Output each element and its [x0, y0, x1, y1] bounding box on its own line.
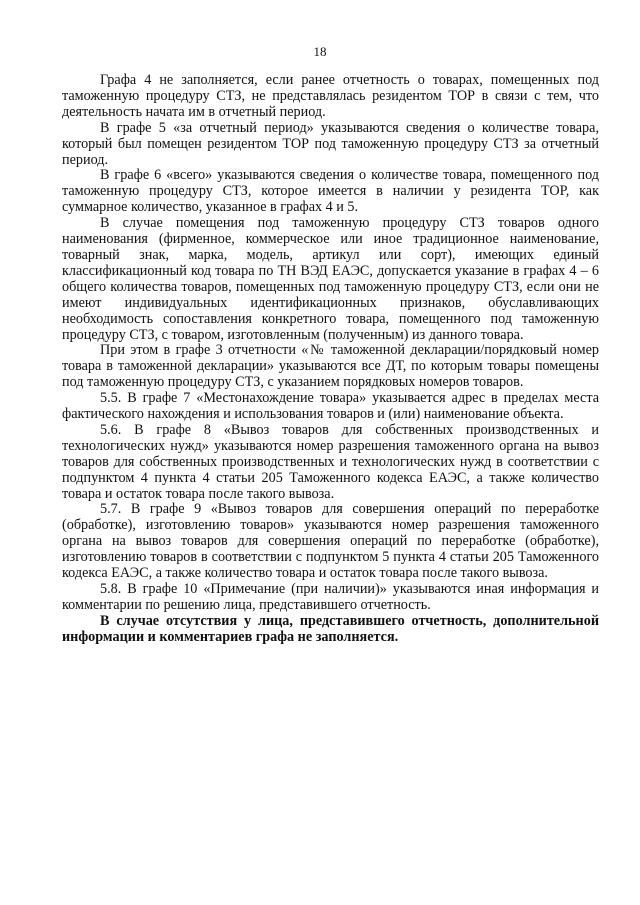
- paragraph-7: 5.6. В графе 8 «Вывоз товаров для собственных производственных и технологических нужд» указываются номер разрешения таможенного органа на вывоз товаров для собственных производственных и технологических нужд в соответствии с подпунктом 4 пункта 4 статьи 205 Таможенного кодекса ЕАЭС, а также количество товара и остаток товара после такого вывоза.: [62, 421, 599, 502]
- paragraph-5: При этом в графе 3 отчетности «№ таможенной декларации/порядковый номер товара в таможенной декларации» указываются все ДТ, по которым товары помещены под таможенную процедуру СТЗ, с указанием порядковых номеров товаров.: [62, 342, 599, 391]
- paragraph-2: В графе 5 «за отчетный период» указываются сведения о количестве товара, который был помещен резидентом ТОР под таможенную процедуру СТЗ за отчетный период.: [62, 119, 599, 168]
- paragraph-10: В случае отсутствия у лица, представившего отчетность, дополнительной информации и комментариев графа не заполняется.: [62, 612, 599, 645]
- paragraph-8: 5.7. В графе 9 «Вывоз товаров для совершения операций по переработке (обработке), изготовлению товаров» указываются номер разрешения таможенного органа на вывоз товаров для совершения операций по переработке (обработке), изготовлению товаров в соответствии с подпунктом 5 пункта 4 статьи 205 Таможенного кодекса ЕАЭС, а также количество товара и остаток товара после такого вывоза.: [62, 501, 599, 582]
- paragraph-6: 5.5. В графе 7 «Местонахождение товара» указывается адрес в пределах места фактического нахождения и использования товаров и (или) наименование объекта.: [62, 390, 599, 423]
- paragraph-9: 5.8. В графе 10 «Примечание (при наличии)» указываются иная информация и комментарии по решению лица, представившего отчетность.: [62, 581, 599, 613]
- paragraph-4: В случае помещения под таможенную процедуру СТЗ товаров одного наименования (фирменное, коммерческое или иное традиционное наименование, товарный знак, марка, модель, артикул или сорт), имеющих единый классификационный код товара по ТН ВЭД ЕАЭС, допускается указание в графах 4 – 6 общего количества товаров, помещенных под таможенную процедуру СТЗ, если они не имеют индивидуальных идентификационных признаков, обуславливающих необходимость сопоставления конкретного товара, помещенного под таможенную процедуру СТЗ, с товаром, изготовленным (полученным) из данного товара.: [62, 215, 599, 343]
- document-body: [62, 73, 599, 646]
- paragraph-1: Графа 4 не заполняется, если ранее отчетность о товарах, помещенных под таможенную процедуру СТЗ, не представлялась резидентом ТОР в связи с тем, что деятельность начата им в отчетный период.: [62, 72, 599, 120]
- page-number: 18: [313, 44, 327, 59]
- paragraph-3: В графе 6 «всего» указываются сведения о количестве товара, помещенного под таможенную процедуру СТЗ, которое имеется в наличии у резидента ТОР, как суммарное количество, указанное в графах 4 и 5.: [62, 167, 599, 216]
